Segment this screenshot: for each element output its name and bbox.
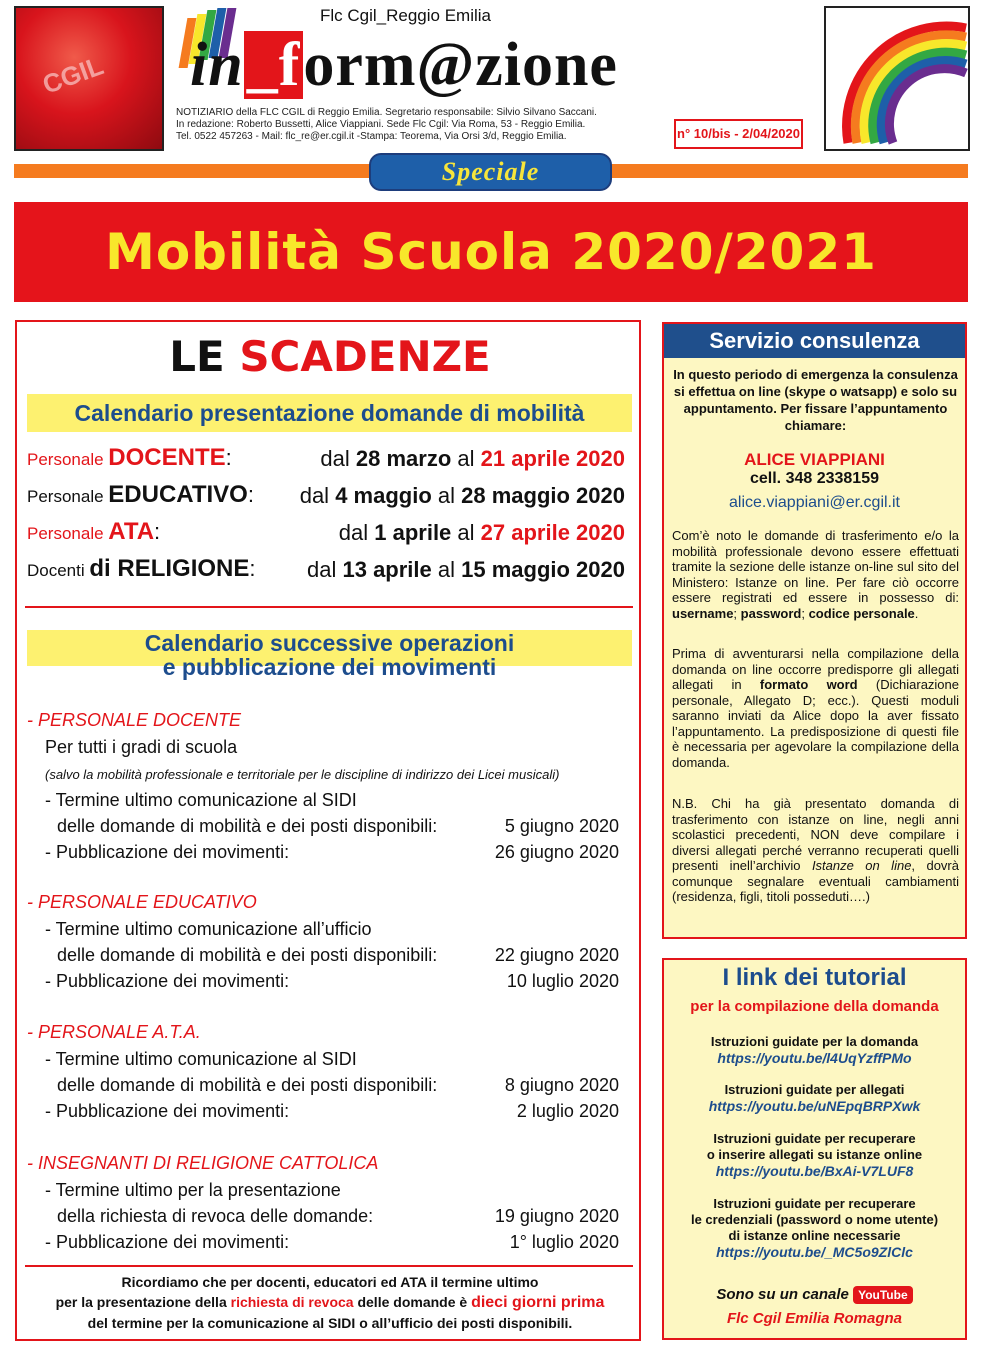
row-label [27,518,160,546]
consulenza-paragraph [672,796,959,905]
youtube-channel[interactable]: Flc Cgil Emilia Romagna [726,1310,903,1327]
divider [25,1265,633,1267]
label-post: : [249,556,256,581]
tutorial-item [664,1034,965,1066]
row-dates [339,520,625,546]
para-text: N.B. Chi ha già presentato domanda di trasferimento con istanze on line, negli anni scolastici precedenti, NON deve compilare i diversi allegati perché verranno recuperati quelli presenti inell’archivio [672,796,959,873]
date-value: 19 giugno 2020 [494,1206,619,1226]
title-banner [14,202,968,302]
date-part: 4 maggio [335,483,432,508]
date-part: dal [338,520,375,545]
speciale-badge [369,153,612,191]
row-dates [300,483,625,509]
consulenza-paragraph [672,646,959,770]
tutorial-box [662,958,967,1340]
date-part: 28 maggio 2020 [461,483,625,508]
mast-f: _f [244,31,304,99]
text-line: delle domande di mobilità e dei posti disponibili: [57,945,438,965]
title-part: SCADENZE [239,332,491,381]
para-text: (Dichiarazione personale, Allegato D; ecc.). Questi moduli saranno inviati da Alice dopo la aver fissato l’appuntamento. La predisposizione di questi file è necessaria per agevolare la compilazione della domanda. [672,677,959,770]
consulenza-box [662,322,967,939]
date-part: al [451,446,481,471]
label-pre: Personale [27,487,109,506]
row-dates [307,557,625,583]
text-line: - Termine ultimo comunicazione al SIDI [45,1049,357,1069]
para-text: , dovrà comunque segnalare eventuali cambiamenti (residenza, figli, titoli posseduti….) [672,858,959,904]
para-text: codice personale [808,605,915,621]
text-line: - Termine ultimo per la presentazione [45,1180,341,1200]
date-part: 15 maggio 2020 [461,557,625,582]
tutorial-desc: Istruzioni guidate per la domanda [710,1034,919,1049]
tutorial-link[interactable]: https://youtu.be/uNEpqBRPXwk [708,1098,921,1114]
deadline-row [27,516,625,550]
youtube-line [664,1286,965,1304]
contact-name: ALICE VIAPPIANI [744,450,885,469]
date-part: 21 aprile 2020 [480,446,625,471]
label-post: : [225,445,232,470]
tutorial-desc: di istanze online necessarie [728,1228,901,1243]
note-part: richiesta di revoca [230,1294,354,1310]
text-line: delle domande di mobilità e dei posti disponibili: [57,816,438,836]
note-part: per la presentazione della [55,1294,231,1310]
contact-email[interactable]: alice.viappiani@er.cgil.it [729,494,900,511]
row-label [27,481,254,509]
date-part: 1 aprile [374,520,452,545]
text-line: - Pubblicazione dei movimenti: [45,842,290,862]
label-pre: Personale [27,524,109,543]
deadline-row [27,553,625,587]
section-educativo: - PERSONALE EDUCATIVO [27,892,257,912]
row-label [27,444,232,472]
para-text: formato word [759,677,858,692]
calendar-header: Calendario presentazione domande di mobilità [27,394,632,432]
para-text: Prima di avventurarsi nella compilazione della domanda on line occorre predisporre gli allegati allegati in [672,646,959,692]
banner-title: Mobilità Scuola 2020/2021 [105,223,877,281]
label-big: di RELIGIONE [89,555,250,582]
tutorial-item [664,1082,965,1114]
youtube-icon[interactable]: YouTube [853,1286,913,1304]
cal2-line: Calendario successive operazioni [144,630,515,656]
consulenza-intro: In questo periodo di emergenza la consulenza si effettua on line (skype o watsapp) e solo su appuntamento. Per fissare l’appuntamento chiamare: [673,367,958,433]
tutorial-desc: le credenziali (password o nome utente) [690,1212,939,1227]
text-line: Per tutti i gradi di scuola [45,737,238,757]
label-post: : [154,519,161,544]
date-part: al [431,483,462,508]
youtube-text: Sono su un canale [716,1286,854,1303]
label-pre: Personale [27,450,109,469]
rainbow-logo [824,6,970,151]
date-part: al [451,520,481,545]
date-part: 27 aprile 2020 [480,520,625,545]
date-part: 28 marzo [355,446,452,471]
date-part: al [431,557,462,582]
note-line [17,1292,643,1313]
cal2-line: e pubblicazione dei movimenti [162,654,497,680]
date-part: 13 aprile [342,557,432,582]
tutorial-desc: Istruzioni guidate per recuperare [713,1196,916,1211]
tutorial-title: I link dei tutorial [722,964,907,991]
newsletter-masthead [190,30,618,100]
masthead-info [176,107,676,143]
para-text: ; [733,605,741,621]
para-text: . [914,605,919,621]
para-text: username [672,605,734,621]
info-line: In redazione: Roberto Bussetti, Alice Viappiani. Sede Flc Cgil: Via Roma, 53 - Reggio Emilia. [176,119,586,130]
note-line: del termine per la comunicazione al SIDI o all’ufficio dei posti disponibili. [87,1315,573,1331]
row-dates [320,446,625,472]
note-part: dieci giorni prima [471,1294,605,1311]
tutorial-item [664,1131,965,1179]
text-line: - Pubblicazione dei movimenti: [45,971,290,991]
text-line: - Termine ultimo comunicazione al SIDI [45,790,357,810]
date-value: 22 giugno 2020 [494,945,619,965]
scadenze-title [17,332,643,381]
text-line: della richiesta di revoca delle domande: [57,1206,374,1226]
para-text: password [740,605,802,621]
deadline-row [27,442,625,476]
text-line: - Pubblicazione dei movimenti: [45,1101,290,1121]
section-religione: - INSEGNANTI DI RELIGIONE CATTOLICA [27,1153,379,1173]
info-line: Tel. 0522 457263 - Mail: flc_re@er.cgil.it -Stampa: Teorema, Via Orsi 3/d, Reggio Emilia. [176,131,567,142]
label-big: EDUCATIVO [108,481,248,508]
text-line: delle domande di mobilità e dei posti disponibili: [57,1075,438,1095]
label-big: ATA [108,518,155,545]
date-value: 10 luglio 2020 [506,971,619,991]
label-post: : [247,482,254,507]
row-label [27,555,256,583]
note-part: delle domande è [353,1294,472,1310]
date-value: 26 giugno 2020 [494,842,619,862]
cgil-flag-logo [14,6,164,151]
tutorial-link[interactable]: https://youtu.be/_MC5o9ZlClc [716,1244,913,1260]
title-part: LE [169,332,240,381]
note-line: (salvo la mobilità professionale e territoriale per le discipline di indirizzo dei Licei musicali) [45,767,560,782]
consulenza-paragraph [672,528,959,621]
scadenze-box [15,320,641,1341]
para-text: ; [801,605,809,621]
tutorial-item [664,1196,965,1260]
para-text: Istanze on line [811,858,912,873]
tutorial-desc: o inserire allegati su istanze online [706,1147,923,1162]
org-name: Flc Cgil_Reggio Emilia [320,6,492,25]
date-value: 5 giugno 2020 [504,816,619,836]
date-part: dal [299,483,336,508]
date-value: 1° luglio 2020 [509,1232,619,1252]
para-text: Com’è noto le domande di trasferimento e/o la mobilità professionale devono essere effettuati tramite la sezione delle istanze on-line sul sito del Ministero: Istanze on line. Per fare ciò occorre essere registrati ed essere in possesso di: [672,528,959,605]
date-part: dal [307,557,343,582]
consulenza-title: Servizio consulenza [664,324,965,358]
mast-in: in [190,31,244,99]
revoca-note [17,1272,643,1333]
tutorial-link[interactable]: https://youtu.be/BxAi-V7LUF8 [715,1163,914,1179]
note-line: Ricordiamo che per docenti, educatori ed ATA il termine ultimo [121,1274,539,1290]
label-big: DOCENTE [108,444,226,471]
deadline-row [27,479,625,513]
tutorial-desc: Istruzioni guidate per allegati [724,1082,905,1097]
text-line: - Pubblicazione dei movimenti: [45,1232,290,1252]
mast-rest: orm@zione [303,31,618,99]
date-value: 8 giugno 2020 [504,1075,619,1095]
tutorial-subtitle: per la compilazione della domanda [690,998,939,1015]
tutorial-link[interactable]: https://youtu.be/l4UqYzffPMo [717,1050,912,1066]
section-ata: - PERSONALE A.T.A. [27,1022,201,1042]
date-part: dal [320,446,356,471]
contact-phone: cell. 348 2338159 [749,470,879,487]
label-pre: Docenti [27,561,90,580]
issue-number: n° 10/bis - 2/04/2020 [674,119,803,149]
cgil-logo-text: CGIL [38,50,108,100]
tutorial-desc: Istruzioni guidate per recuperare [713,1131,916,1146]
divider [25,606,633,608]
date-value: 2 luglio 2020 [516,1101,619,1121]
info-line: NOTIZIARIO della FLC CGIL di Reggio Emilia. Segretario responsabile: Silvio Silvano Saccani. [176,107,597,118]
text-line: - Termine ultimo comunicazione all’ufficio [45,919,372,939]
speciale-label: Speciale [441,157,540,186]
section-docente: - PERSONALE DOCENTE [27,710,242,730]
